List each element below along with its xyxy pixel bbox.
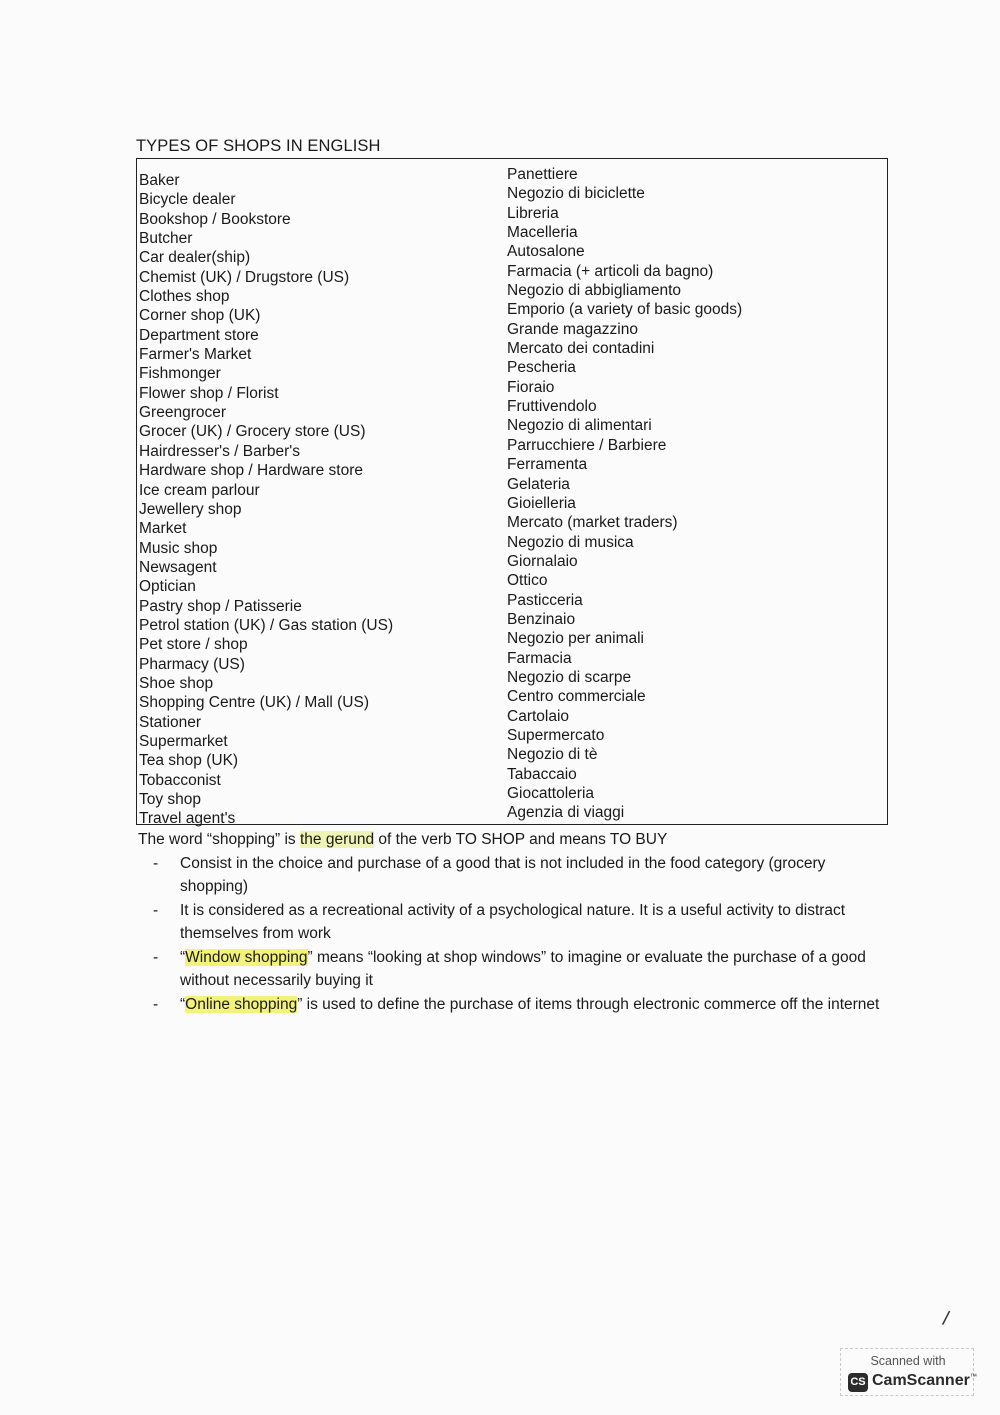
shop-name-italian: Libreria	[507, 204, 559, 222]
shop-name-english: Hardware shop / Hardware store	[139, 462, 363, 480]
watermark-brand-name: CamScanner	[872, 1372, 970, 1389]
note-bullet	[138, 899, 880, 945]
watermark-caption: Scanned with	[870, 1354, 946, 1368]
intro-text-before: The word “shopping” is	[138, 831, 300, 848]
shop-name-english: Bookshop / Bookstore	[139, 210, 291, 228]
bullet-dash: -	[153, 949, 159, 966]
note-bullet	[138, 946, 880, 992]
shop-name-english: Optician	[139, 578, 196, 596]
shop-name-english: Toy shop	[139, 791, 202, 808]
shop-name-italian: Pescheria	[507, 359, 576, 377]
bullet-dash: -	[153, 996, 159, 1013]
shop-name-english: Stationer	[139, 713, 202, 731]
shop-name-english: Flower shop / Florist	[139, 384, 279, 402]
shop-name-italian: Parrucchiere / Barbiere	[507, 436, 667, 454]
shop-name-english: Chemist (UK) / Drugstore (US)	[139, 268, 350, 286]
shop-name-english: Grocer (UK) / Grocery store (US)	[139, 423, 366, 441]
shop-name-italian: Negozio di abbigliamento	[507, 282, 682, 300]
shop-name-english: Pet store / shop	[139, 636, 248, 654]
intro-text-after: of the verb TO SHOP and means TO BUY	[374, 831, 668, 848]
shop-name-italian: Farmacia	[507, 649, 572, 667]
shop-name-english: Car dealer(ship)	[139, 249, 251, 267]
shop-name-english: Greengrocer	[139, 404, 227, 422]
shopping-notes	[138, 829, 898, 1016]
shop-name-english: Travel agent's	[139, 810, 236, 828]
shop-name-italian: Mercato dei contadini	[507, 340, 655, 358]
shop-name-italian: Negozio di tè	[507, 746, 598, 764]
bullet-text-before: “	[180, 949, 186, 966]
english-column	[139, 171, 499, 829]
camscanner-logo-icon: CS	[848, 1373, 868, 1392]
shop-name-italian: Centro commerciale	[507, 688, 646, 706]
bullet-text: It is considered as a recreational activity of a psychological nature. It is a useful activity to distract themselves from work	[180, 902, 846, 942]
shop-name-italian: Farmacia (+ articoli da bagno)	[507, 262, 714, 280]
shop-name-english: Newsagent	[139, 558, 217, 576]
shop-name-italian: Tabaccaio	[507, 765, 577, 783]
shop-name-italian: Gelateria	[507, 475, 570, 493]
intro-highlight: the gerund	[299, 831, 375, 848]
shop-name-english: Farmer's Market	[139, 346, 252, 364]
shop-name-english: Corner shop (UK)	[139, 307, 261, 325]
shop-name-english: Shoe shop	[139, 674, 214, 692]
shop-name-italian: Gioielleria	[507, 494, 576, 512]
shop-name-english: Bicycle dealer	[139, 191, 236, 209]
camscanner-watermark	[840, 1348, 977, 1396]
bullet-highlight: Window shopping	[185, 949, 308, 966]
shop-name-italian: Benzinaio	[507, 610, 576, 628]
shop-name-italian: Negozio per animali	[507, 630, 644, 648]
shop-name-english: Tobacconist	[139, 771, 221, 789]
shop-name-italian: Fruttivendolo	[507, 398, 597, 416]
shops-table	[136, 158, 888, 828]
shop-name-english: Supermarket	[139, 732, 228, 750]
bullet-text: ” is used to define the purchase of items through electronic commerce off the internet	[297, 996, 880, 1013]
shop-name-english: Music shop	[139, 539, 218, 557]
shop-name-italian: Mercato (market traders)	[507, 514, 678, 532]
shop-name-italian: Negozio di biciclette	[507, 185, 645, 203]
shop-name-italian: Negozio di scarpe	[507, 668, 632, 686]
shop-name-italian: Panettiere	[507, 166, 578, 183]
shop-name-italian: Ferramenta	[507, 456, 588, 474]
shop-name-english: Petrol station (UK) / Gas station (US)	[139, 616, 394, 634]
bullet-dash: -	[153, 855, 159, 872]
shop-name-italian: Supermercato	[507, 726, 605, 744]
italian-column	[507, 165, 885, 823]
shop-name-english: Ice cream parlour	[139, 481, 260, 499]
shop-name-english: Pharmacy (US)	[139, 655, 245, 673]
bullet-text: Consist in the choice and purchase of a good that is not included in the food category (grocery shopping)	[180, 855, 826, 895]
shop-name-italian: Giornalaio	[507, 552, 578, 570]
shop-name-english: Baker	[139, 172, 180, 189]
note-bullet	[138, 993, 880, 1016]
shop-name-english: Fishmonger	[139, 365, 221, 383]
shop-name-italian: Agenzia di viaggi	[507, 804, 625, 822]
shop-name-english: Clothes shop	[139, 288, 230, 306]
page-title: TYPES OF SHOPS IN ENGLISH	[136, 137, 381, 155]
shop-name-english: Department store	[139, 326, 259, 344]
bullet-text-before: “	[180, 996, 186, 1013]
watermark-brand	[872, 1372, 977, 1390]
trademark-symbol: ™	[969, 1373, 977, 1381]
shop-name-italian: Grande magazzino	[507, 320, 638, 338]
bullet-dash: -	[153, 902, 159, 919]
shop-name-english: Market	[139, 520, 187, 538]
shop-name-english: Pastry shop / Patisserie	[139, 597, 302, 615]
shop-name-english: Butcher	[139, 230, 193, 248]
shop-name-italian: Pasticceria	[507, 591, 583, 609]
shop-name-italian: Negozio di alimentari	[507, 417, 652, 435]
shop-name-italian: Macelleria	[507, 224, 578, 242]
shop-name-italian: Negozio di musica	[507, 533, 634, 551]
bullet-highlight: Online shopping	[185, 996, 298, 1013]
shop-name-italian: Fioraio	[507, 378, 555, 396]
shop-name-english: Shopping Centre (UK) / Mall (US)	[139, 694, 369, 712]
shop-name-italian: Cartolaio	[507, 707, 570, 725]
shop-name-english: Jewellery shop	[139, 500, 242, 518]
shop-name-italian: Autosalone	[507, 243, 585, 261]
shop-name-italian: Emporio (a variety of basic goods)	[507, 301, 743, 319]
page-mark: /	[940, 1307, 951, 1331]
note-bullet	[138, 852, 880, 898]
bullet-text: ” means “looking at shop windows” to imagine or evaluate the purchase of a good without necessarily buying it	[180, 949, 866, 989]
shop-name-italian: Ottico	[507, 572, 548, 590]
shop-name-italian: Giocattoleria	[507, 785, 595, 802]
notes-bullet-list	[138, 852, 898, 1016]
shop-name-english: Hairdresser's / Barber's	[139, 442, 300, 460]
shop-name-english: Tea shop (UK)	[139, 752, 239, 770]
shopping-definition	[138, 829, 898, 851]
